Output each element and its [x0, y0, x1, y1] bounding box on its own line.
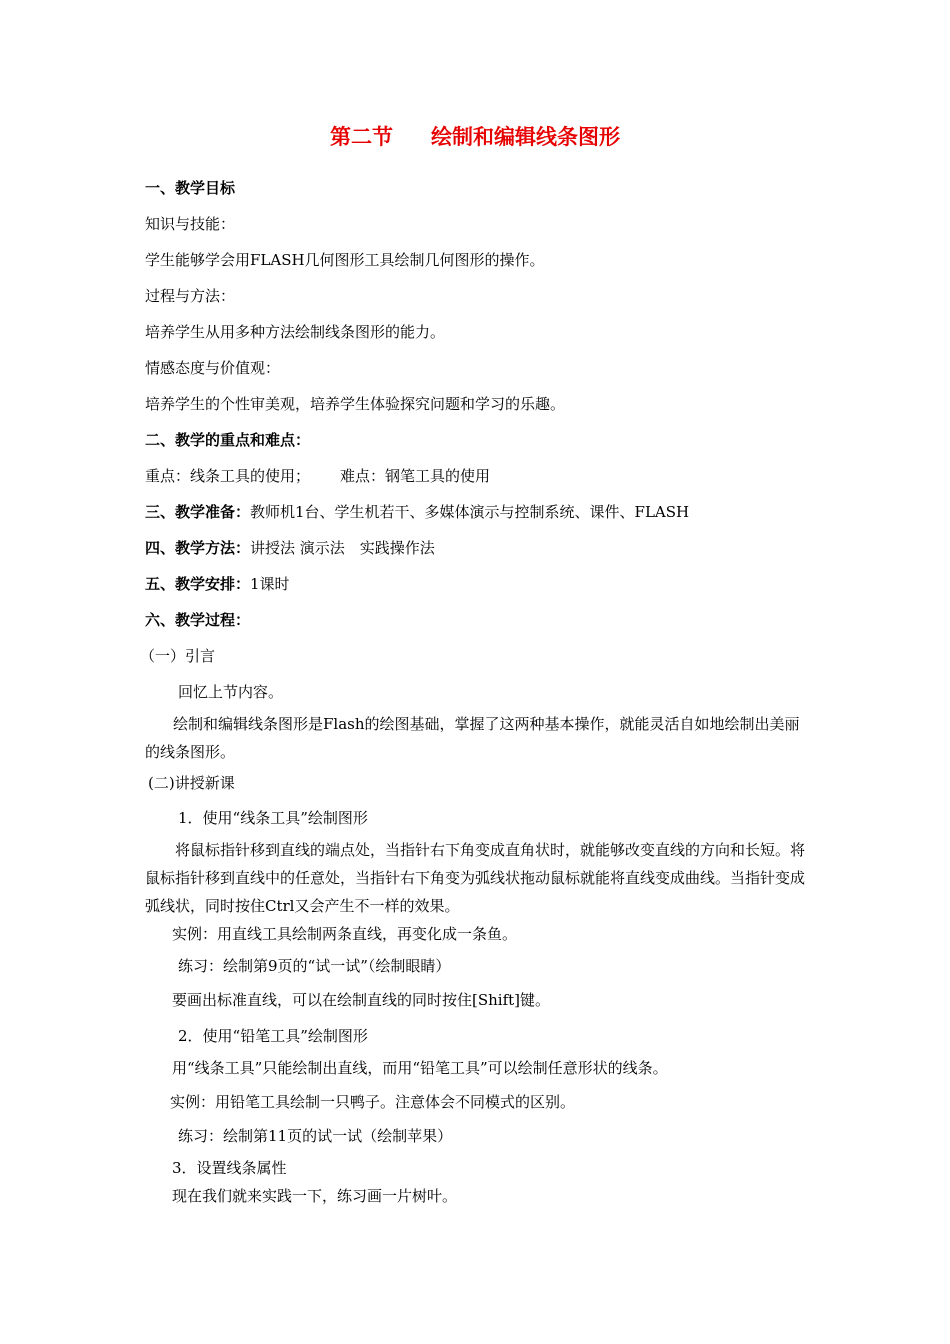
preparation-line	[145, 502, 689, 522]
page-title	[0, 124, 950, 150]
item2-example: 实例：用铅笔工具绘制一只鸭子。注意体会不同模式的区别。	[170, 1093, 576, 1111]
intro-heading: （一）引言	[140, 647, 216, 665]
item3-title: 3．设置线条属性	[172, 1159, 287, 1177]
heading-schedule: 五、教学安排：	[145, 575, 251, 593]
attitude-text: 培养学生的个性审美观，培养学生体验探究问题和学习的乐趣。	[145, 395, 566, 413]
attitude-label: 情感态度与价值观：	[145, 359, 281, 377]
preparation-text: 教师机1台、学生机若干、多媒体演示与控制系统、课件、FLASH	[250, 503, 690, 521]
title-section-number: 第二节	[330, 125, 393, 149]
intro-review: 回忆上节内容。	[178, 683, 284, 701]
methods-line	[145, 538, 435, 558]
heading-methods: 四、教学方法：	[145, 539, 251, 557]
intro-paragraph: 绘制和编辑线条图形是Flash的绘图基础，掌握了这两种基本操作，就能灵活自如地绘制出美丽的线条图形。	[145, 715, 800, 761]
heading-objectives: 一、教学目标	[145, 179, 236, 197]
difficulty: 难点：钢笔工具的使用	[340, 467, 491, 485]
heading-preparation: 三、教学准备：	[145, 503, 251, 521]
key-points-line	[145, 466, 490, 486]
item1-exercise: 练习：绘制第9页的“试一试”（绘制眼睛）	[178, 957, 451, 975]
knowledge-label: 知识与技能：	[145, 215, 236, 233]
heading-key-points: 二、教学的重点和难点：	[145, 431, 311, 449]
item2-exercise: 练习：绘制第11页的试一试（绘制苹果）	[178, 1127, 453, 1145]
item2-text: 用“线条工具”只能绘制出直线，而用“铅笔工具”可以绘制任意形状的线条。	[172, 1059, 668, 1077]
process-text: 培养学生从用多种方法绘制线条图形的能力。	[145, 323, 446, 341]
schedule-text: 1课时	[250, 575, 290, 593]
item1-title: 1．使用“线条工具”绘制图形	[178, 809, 368, 827]
lesson-heading: (二)讲授新课	[148, 774, 235, 792]
knowledge-text: 学生能够学会用FLASH几何图形工具绘制几何图形的操作。	[145, 251, 545, 269]
heading-process: 六、教学过程：	[145, 611, 251, 629]
item1-tip: 要画出标准直线，可以在绘制直线的同时按住[Shift]键。	[172, 991, 551, 1009]
schedule-line	[145, 574, 290, 594]
item1-example: 实例：用直线工具绘制两条直线，再变化成一条鱼。	[172, 925, 518, 943]
title-topic: 绘制和编辑线条图形	[431, 125, 620, 149]
item3-text: 现在我们就来实践一下，练习画一片树叶。	[172, 1187, 458, 1205]
process-label: 过程与方法：	[145, 287, 236, 305]
key-point: 重点：线条工具的使用；	[145, 467, 311, 485]
item2-title: 2．使用“铅笔工具”绘制图形	[178, 1027, 368, 1045]
item1-paragraph: 将鼠标指针移到直线的端点处，当指针右下角变成直角状时，就能够改变直线的方向和长短。将鼠标指针移到直线中的任意处，当指针右下角变为弧线状拖动鼠标就能将直线变成曲线。当指针变成弧线状，同时按住Ctrl又会产生不一样的效果。	[145, 841, 806, 915]
methods-text: 讲授法 演示法 实践操作法	[250, 539, 435, 557]
